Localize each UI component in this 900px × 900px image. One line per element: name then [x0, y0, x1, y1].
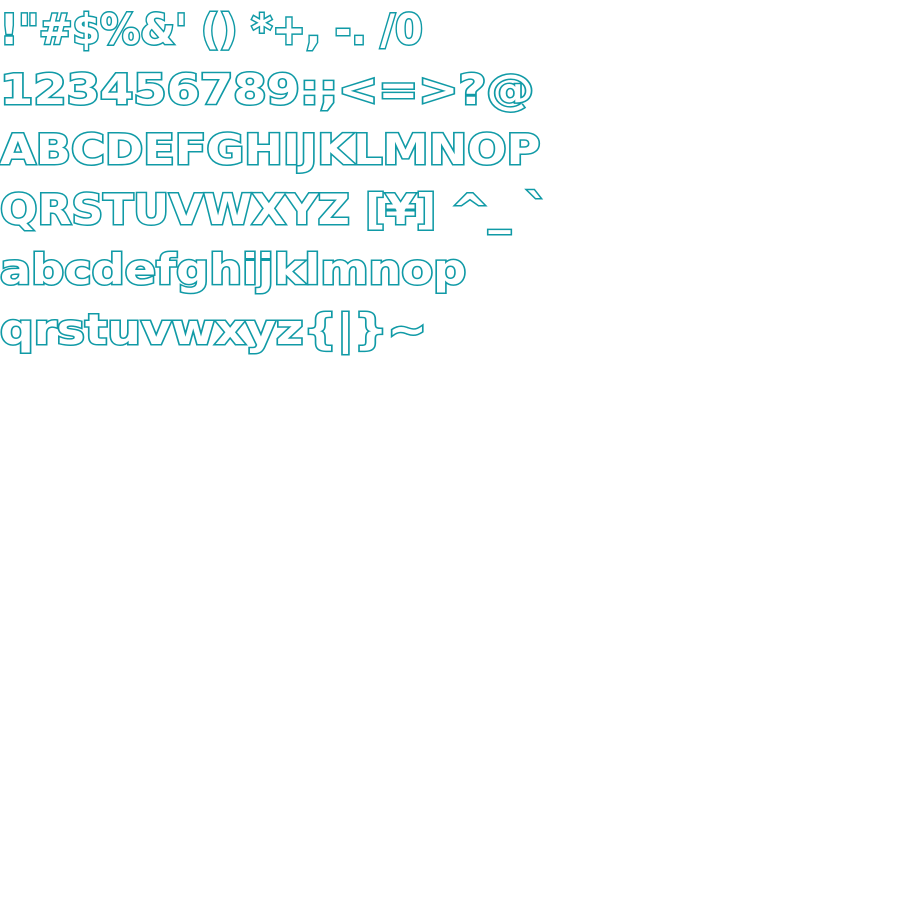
glyph-grid — [0, 0, 548, 360]
glyph-row-uppercase-a-p — [0, 120, 541, 180]
glyph-row-text: QRSTUVWXYZ [¥] ^_ ` — [0, 185, 548, 234]
glyph-row-text: qrstuvwxyz{|}~ — [0, 305, 427, 354]
glyph-row-lowercase-q-z-and-symbols — [0, 300, 480, 360]
glyph-row-text: 123456789:;<=>?@ — [0, 65, 535, 114]
glyph-row-text: ABCDEFGHIJKLMNOP — [0, 125, 541, 174]
glyph-row-text: abcdefghijklmnop — [0, 245, 467, 294]
glyph-row-digits-and-symbols — [0, 60, 535, 120]
glyph-row-text: !"#$%&' () *+, -. /0 — [0, 5, 423, 54]
glyph-row-uppercase-q-z-and-symbols — [0, 180, 548, 240]
glyph-row-punctuation-and-zero — [0, 0, 480, 60]
glyph-row-lowercase-a-p — [0, 240, 480, 300]
